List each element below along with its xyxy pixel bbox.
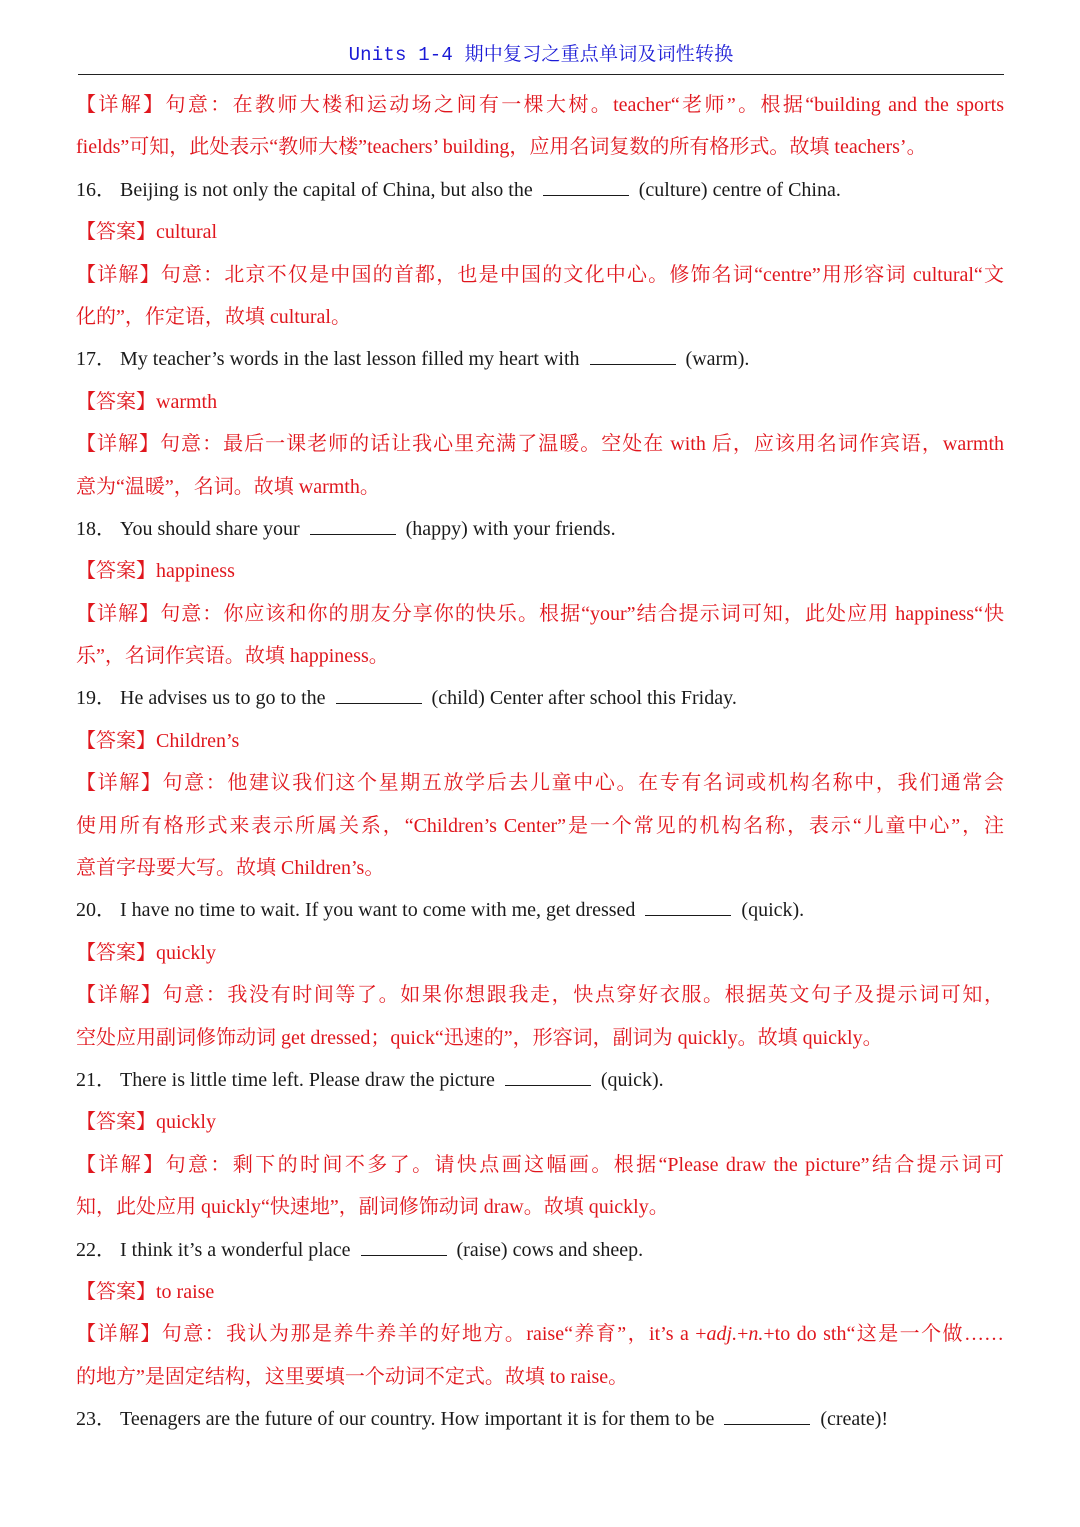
q17-question: 17． My teacher’s words in the last lesson filled my heart with (warm). xyxy=(76,338,1004,380)
answer-value: quickly xyxy=(156,1111,216,1134)
q22-answer xyxy=(76,1271,1004,1313)
question-number: 18． xyxy=(76,517,116,540)
q18-explain-line-1: 【详解】句意：你应该和你的朋友分享你的快乐。根据“your”结合提示词可知，此处应用 happiness“快 xyxy=(76,602,1004,625)
q19-explain-line-3: 意首字母要大写。故填 Children’s。 xyxy=(76,857,385,880)
q21-explain-line-2: 知，此处应用 quickly“快速地”，副词修饰动词 draw。故填 quickly。 xyxy=(76,1196,669,1219)
q17-explain-line-1: 【详解】句意：最后一课老师的话让我心里充满了温暖。空处在 with 后，应该用名词作宾语，warmth xyxy=(76,433,1004,456)
explain-label: 【详解】 xyxy=(76,984,163,1007)
q18-question: 18． You should share your (happy) with your friends. xyxy=(76,508,1004,550)
answer-label: 【答案】 xyxy=(76,560,156,583)
answer-value: warmth xyxy=(156,390,218,413)
q15-explain-line-1: 【详解】句意：在教师大楼和运动场之间有一棵大树。teacher“老师”。根据“building and the sports xyxy=(76,94,1004,116)
q20-explain-line-2: 空处应用副词修饰动词 get dressed；quick“迅速的”，形容词，副词为 quickly。故填 quickly。 xyxy=(76,1026,883,1049)
q19-answer xyxy=(76,720,1004,762)
explain-label: 【详解】 xyxy=(76,94,166,116)
answer-blank xyxy=(590,348,676,365)
q15-explain-line-2: fields”可知，此处表示“教师大楼”teachers’ building，应用名词复数的所有格形式。故填 teachers’。 xyxy=(76,136,927,159)
q22-question: 22． I think it’s a wonderful place (raise) cows and sheep. xyxy=(76,1229,1004,1271)
answer-value: quickly xyxy=(156,941,216,964)
question-number: 16． xyxy=(76,178,116,201)
explain-label: 【详解】 xyxy=(76,602,161,625)
question-number: 20． xyxy=(76,899,116,922)
q22-explain-line-1: 【详解】句意：我认为那是养牛养羊的好地方。raise“养育”，it’s a +adj.+n.+to do sth“这是一个做…… xyxy=(76,1323,1004,1346)
q21-explain-line-1: 【详解】句意：剩下的时间不多了。请快点画这幅画。根据“Please draw the picture”结合提示词可 xyxy=(76,1153,1004,1176)
q17-explain-line-2: 意为“温暖”，名词。故填 warmth。 xyxy=(76,475,380,498)
answer-blank xyxy=(361,1239,447,1256)
document-body xyxy=(76,84,1004,1441)
q20-answer xyxy=(76,932,1004,974)
answer-blank xyxy=(505,1069,591,1086)
answer-blank xyxy=(310,518,396,535)
q18-explain-line-2: 乐”，名词作宾语。故填 happiness。 xyxy=(76,645,389,668)
q19-question: 19． He advises us to go to the (child) Center after school this Friday. xyxy=(76,677,1004,719)
answer-label: 【答案】 xyxy=(76,941,156,964)
answer-label: 【答案】 xyxy=(76,221,156,244)
q23-question: 23． Teenagers are the future of our country. How important it is for them to be (create)! xyxy=(76,1398,1004,1440)
question-number: 21． xyxy=(76,1068,116,1091)
q18-answer xyxy=(76,550,1004,592)
q21-question: 21． There is little time left. Please draw the picture (quick). xyxy=(76,1059,1004,1101)
answer-value: happiness xyxy=(156,560,235,583)
answer-value: to raise xyxy=(156,1280,215,1303)
explain-label: 【详解】 xyxy=(76,772,163,795)
q19-explain-line-1: 【详解】句意：他建议我们这个星期五放学后去儿童中心。在专有名词或机构名称中，我们通常会 xyxy=(76,772,1004,795)
question-number: 23． xyxy=(76,1408,116,1431)
explain-label: 【详解】 xyxy=(76,433,161,456)
answer-value: cultural xyxy=(156,221,218,244)
q20-explain-line-1: 【详解】句意：我没有时间等了。如果你想跟我走，快点穿好衣服。根据英文句子及提示词可知， xyxy=(76,984,1004,1007)
question-number: 19． xyxy=(76,687,116,710)
answer-value: Children’s xyxy=(156,729,240,752)
answer-label: 【答案】 xyxy=(76,729,156,752)
q22-explain-line-2: 的地方”是固定结构，这里要填一个动词不定式。故填 to raise。 xyxy=(76,1365,629,1388)
answer-blank xyxy=(724,1408,810,1425)
page-title: Units 1-4 期中复习之重点单词及词性转换 xyxy=(348,44,734,66)
q16-answer xyxy=(76,211,1004,253)
answer-label: 【答案】 xyxy=(76,390,156,413)
explain-label: 【详解】 xyxy=(76,1323,162,1346)
answer-label: 【答案】 xyxy=(76,1280,156,1303)
q17-answer xyxy=(76,381,1004,423)
answer-blank xyxy=(645,899,731,916)
explain-label: 【详解】 xyxy=(76,263,161,286)
q16-question: 16． Beijing is not only the capital of China, but also the (culture) centre of China. xyxy=(76,169,1004,211)
q20-question: 20． I have no time to wait. If you want to come with me, get dressed (quick). xyxy=(76,889,1004,931)
explain-label: 【详解】 xyxy=(76,1153,166,1176)
page-header xyxy=(78,40,1004,75)
question-number: 22． xyxy=(76,1238,116,1261)
q19-explain-line-2: 使用所有格形式来表示所属关系，“Children’s Center”是一个常见的机构名称，表示“儿童中心”，注 xyxy=(76,814,1004,837)
answer-label: 【答案】 xyxy=(76,1111,156,1134)
q21-answer xyxy=(76,1101,1004,1143)
question-number: 17． xyxy=(76,348,116,371)
q16-explain-line-2: 化的”，作定语，故填 cultural。 xyxy=(76,305,351,328)
answer-blank xyxy=(336,687,422,704)
answer-blank xyxy=(543,179,629,196)
q16-explain-line-1: 【详解】句意：北京不仅是中国的首都，也是中国的文化中心。修饰名词“centre”用形容词 cultural“文 xyxy=(76,263,1004,286)
